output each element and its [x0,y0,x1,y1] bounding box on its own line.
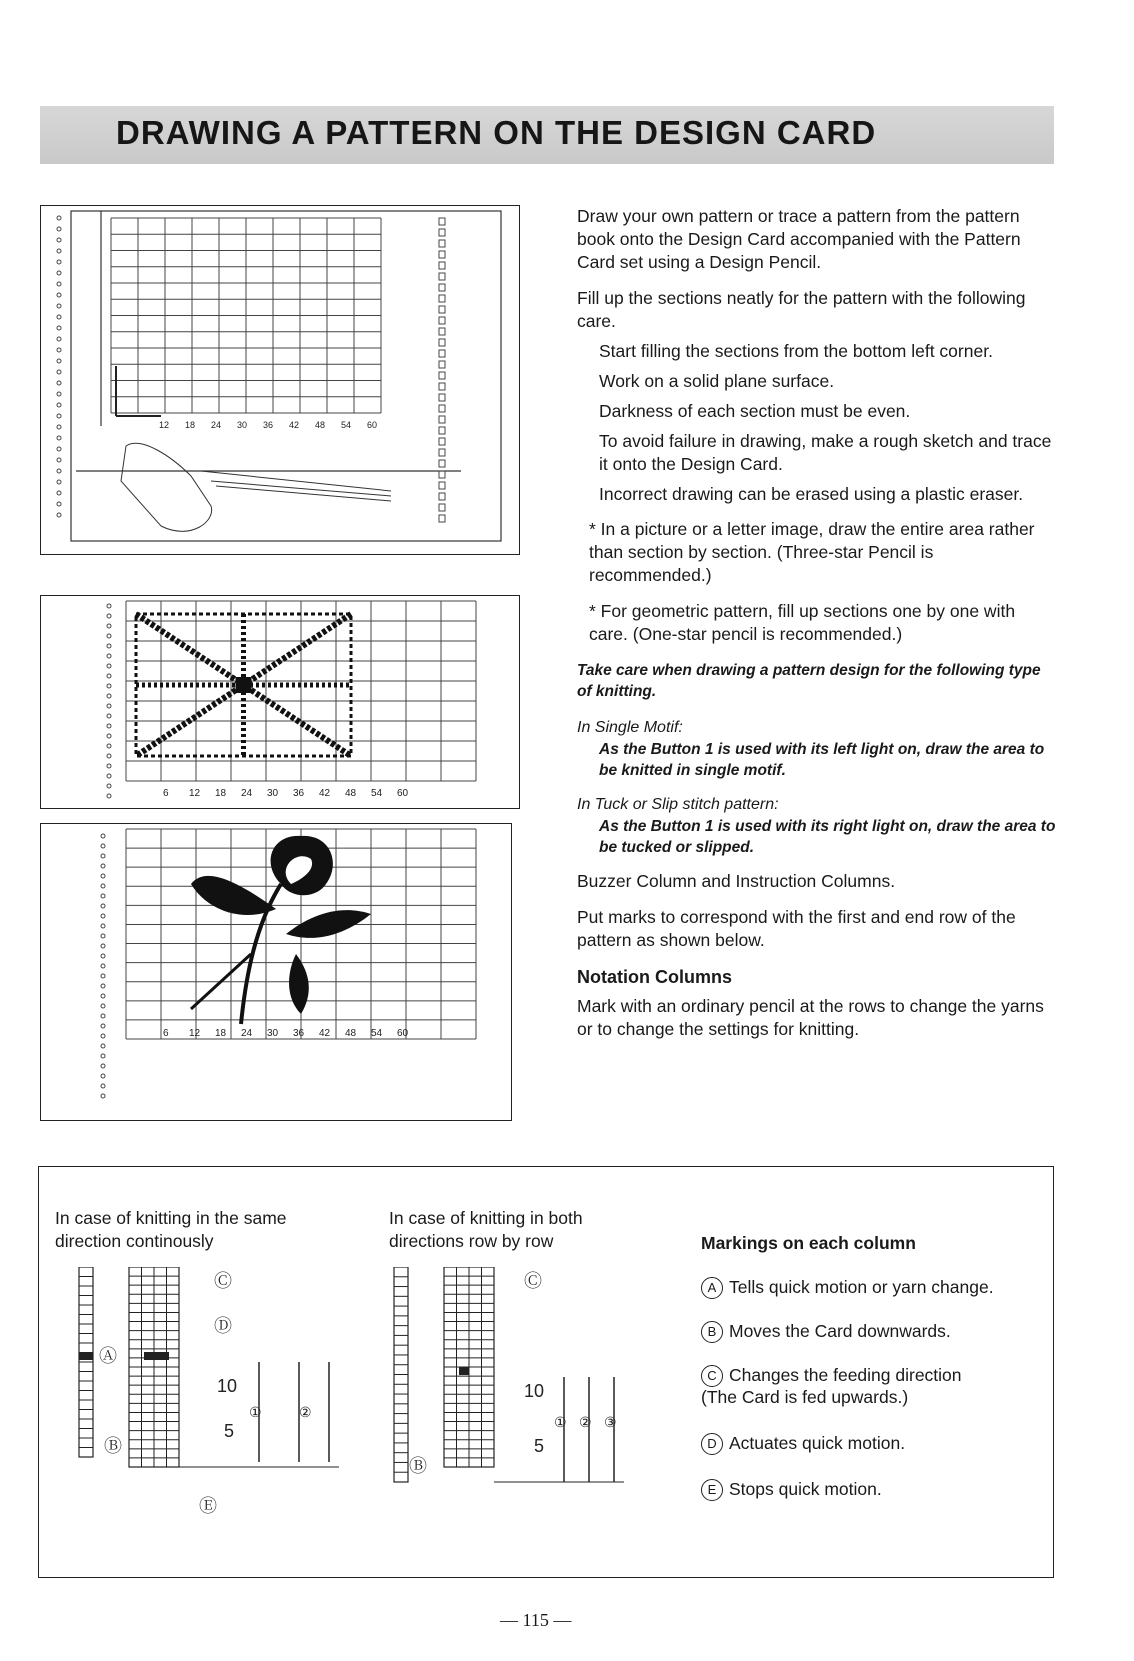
instruction-mark [439,471,445,478]
scale-number: 48 [345,788,357,799]
instruction-mark [439,295,445,302]
care-item: To avoid failure in drawing, make a rough sketch and trace it onto the Design Card. [599,431,1052,474]
sprocket-hole [107,734,111,738]
scale-number: 24 [241,1028,253,1039]
instruction-mark [439,504,445,511]
sprocket-hole [57,414,61,418]
sprocket-hole [57,403,61,407]
marking-text: Tells quick motion or yarn change. [729,1277,994,1297]
scale-number: 12 [189,1028,201,1039]
sprocket-hole [101,884,105,888]
sprocket-hole [101,894,105,898]
sprocket-hole [101,1014,105,1018]
sprocket-hole [57,447,61,451]
sprocket-hole [57,293,61,297]
sprocket-hole [57,469,61,473]
sprocket-hole [107,794,111,798]
label-five: 5 [224,1421,235,1441]
sprocket-hole [57,249,61,253]
sprocket-hole [57,326,61,330]
tuck-title: In Tuck or Slip stitch pattern: [577,796,779,813]
sprocket-hole [57,337,61,341]
label-a: Ⓐ [99,1346,117,1366]
marking-letter: A [701,1277,723,1299]
instruction-mark [439,372,445,379]
sprocket-hole [57,227,61,231]
marking-c [701,1365,1001,1408]
scale-number: 54 [341,420,352,430]
sprocket-hole [107,644,111,648]
care-item: Work on a solid plane surface. [599,371,835,391]
scale-number: 30 [267,788,279,799]
marking-letter: B [701,1321,723,1343]
markings-box [38,1166,1054,1578]
scale-number: 30 [267,1028,279,1039]
scale-number: 54 [371,788,383,799]
scale-number: 60 [397,1028,409,1039]
hand-drawing-illustration [41,206,519,554]
sprocket-hole [107,704,111,708]
sprocket-hole [57,381,61,385]
sprocket-hole [101,1084,105,1088]
rose-pattern-card [41,824,511,1120]
marking-letter: C [701,1365,723,1387]
instruction-mark [439,284,445,291]
buzzer-text: Buzzer Column and Instruction Columns. [577,871,896,891]
note: * For geometric pattern, fill up sections one by one with care. (One-star pencil is recommended.) [589,601,1016,644]
sprocket-hole [107,624,111,628]
sprocket-hole [57,271,61,275]
sprocket-hole [101,904,105,908]
instruction-mark [439,328,445,335]
sprocket-hole [57,458,61,462]
instruction-mark [439,317,445,324]
sprocket-hole [107,654,111,658]
instruction-mark [439,361,445,368]
sprocket-hole [101,914,105,918]
sprocket-hole [57,216,61,220]
sprocket-hole [57,238,61,242]
sprocket-hole [101,1064,105,1068]
sprocket-hole [107,664,111,668]
sprocket-hole [101,1094,105,1098]
scale-number: 42 [319,1028,331,1039]
instruction-mark [439,438,445,445]
scale-number: 12 [159,420,170,430]
sprocket-hole [101,934,105,938]
sprocket-hole [107,764,111,768]
fill-intro: Fill up the sections neatly for the pattern with the following care. [577,288,1026,331]
marking-text: Actuates quick motion. [729,1433,906,1453]
grid [111,218,381,413]
single-motif-title: In Single Motif: [577,719,683,736]
sprocket-hole [57,315,61,319]
sprocket-hole [107,784,111,788]
scale-number: 24 [211,420,222,430]
marking-text: Changes the feeding direction (The Card is fed upwards.) [701,1365,962,1408]
label-ten: 10 [217,1376,238,1396]
label-ten: 10 [524,1381,545,1401]
label-b: Ⓑ [409,1456,427,1476]
page-title: DRAWING A PATTERN ON THE DESIGN CARD [116,114,877,151]
instruction-mark [439,405,445,412]
scale-number: 6 [163,1028,169,1039]
geometric-pattern-card [41,596,519,808]
instruction-mark [439,218,445,225]
instruction-mark [439,339,445,346]
sprocket-hole [57,370,61,374]
figure-rose [40,823,512,1121]
sprocket-hole [57,359,61,363]
tuck-text: As the Button 1 is used with its right light on, draw the area to be tucked or slipped. [599,818,1056,856]
sprocket-hole [101,1034,105,1038]
markings-heading: Markings on each column [701,1233,916,1253]
scale-number: 18 [185,420,196,430]
instruction-mark [439,493,445,500]
instruction-mark [439,273,445,280]
notation-text: Mark with an ordinary pencil at the rows to change the yarns or to change the settings for knitting. [577,996,1044,1039]
marking-text: Stops quick motion. [729,1479,882,1499]
sprocket-hole [57,480,61,484]
sprocket-hole [107,754,111,758]
scale-number: 36 [263,420,274,430]
marking-b [701,1321,951,1343]
sprocket-hole [101,1044,105,1048]
sprocket-hole [107,614,111,618]
sprocket-hole [57,502,61,506]
marked-cell [144,1352,169,1360]
marking-text: Moves the Card downwards. [729,1321,951,1341]
sprocket-hole [57,513,61,517]
figure-geometric [40,595,520,809]
sprocket-hole [57,260,61,264]
sprocket-hole [57,282,61,286]
care-item: Start filling the sections from the bottom left corner. [599,341,993,361]
instruction-mark [439,350,445,357]
sprocket-hole [107,694,111,698]
instruction-mark [439,427,445,434]
marking-letter: E [701,1479,723,1501]
sprocket-hole [101,1024,105,1028]
scale-number: 18 [215,788,227,799]
instruction-mark [439,460,445,467]
instruction-mark [439,262,445,269]
scale-number: 54 [371,1028,383,1039]
column-markings-diagram [49,1267,689,1567]
instruction-mark [439,482,445,489]
marked-cell [459,1367,469,1375]
instruction-mark [439,229,445,236]
sprocket-hole [57,436,61,440]
sprocket-hole [101,864,105,868]
instruction-mark [439,416,445,423]
sprocket-hole [107,604,111,608]
figure-hand-drawing [40,205,520,555]
sprocket-hole [101,874,105,878]
sprocket-hole [101,964,105,968]
scale-number: 30 [237,420,248,430]
label-one: ① [554,1414,567,1430]
sprocket-hole [57,304,61,308]
put-marks-text: Put marks to correspond with the first and end row of the pattern as shown below. [577,907,1016,950]
sprocket-hole [101,1054,105,1058]
scale-number: 60 [397,788,409,799]
scale-number: 36 [293,1028,305,1039]
scale-number: 48 [315,420,326,430]
grid [126,601,476,781]
sprocket-hole [101,944,105,948]
instruction-mark [439,251,445,258]
label-two: ② [579,1414,592,1430]
instruction-mark [439,449,445,456]
label-d: Ⓓ [214,1316,232,1336]
sprocket-hole [57,348,61,352]
sprocket-hole [107,714,111,718]
label-c: Ⓒ [524,1271,542,1291]
scale-number: 6 [163,788,169,799]
label-e: Ⓔ [199,1496,217,1516]
label-one: ① [249,1404,262,1420]
marking-d [701,1433,905,1455]
scale-number: 42 [319,788,331,799]
instruction-mark [439,240,445,247]
care-item: Darkness of each section must be even. [599,401,911,421]
note: * In a picture or a letter image, draw the entire area rather than section by section. (Three-star Pencil is recommended.) [589,519,1035,585]
sprocket-hole [101,984,105,988]
scale-number: 60 [367,420,378,430]
sprocket-hole [107,634,111,638]
marked-cell [79,1352,93,1360]
take-care-note: Take care when drawing a pattern design for the following type of knitting. [577,662,1041,700]
sprocket-hole [101,924,105,928]
scale-number: 36 [293,788,305,799]
sprocket-hole [107,744,111,748]
notation-heading: Notation Columns [577,967,732,987]
sprocket-hole [57,392,61,396]
marking-e [701,1479,882,1501]
sprocket-hole [101,1004,105,1008]
sprocket-hole [101,994,105,998]
single-motif-text: As the Button 1 is used with its left light on, draw the area to be knitted in single motif. [599,741,1045,779]
scale-number: 18 [215,1028,227,1039]
label-five: 5 [534,1436,545,1456]
scale-number: 24 [241,788,253,799]
intro-paragraph: Draw your own pattern or trace a pattern from the pattern book onto the Design Card accompanied with the Pattern Card set using a Design Pencil. [577,206,1021,272]
marking-a [701,1277,994,1299]
instruction-mark [439,306,445,313]
pattern-center [236,677,252,693]
sprocket-hole [101,844,105,848]
scale-number: 42 [289,420,300,430]
title-banner [40,106,1054,164]
care-item: Incorrect drawing can be erased using a plastic eraser. [599,484,1024,504]
text-column [577,205,1057,1041]
page-number: — 115 — [500,1610,572,1630]
scale-number: 48 [345,1028,357,1039]
label-three: ③ [604,1414,617,1430]
scale-number: 12 [189,788,201,799]
label-b: Ⓑ [104,1436,122,1456]
marking-letter: D [701,1433,723,1455]
rose-leaf [191,876,276,915]
sprocket-hole [57,425,61,429]
instruction-mark [439,383,445,390]
sprocket-hole [57,491,61,495]
sprocket-hole [101,974,105,978]
sprocket-hole [107,674,111,678]
instruction-mark [439,394,445,401]
sprocket-hole [101,854,105,858]
sprocket-hole [107,684,111,688]
left-caption: In case of knitting in the same direction continously [55,1208,287,1251]
label-two: ② [299,1404,312,1420]
sprocket-hole [107,724,111,728]
label-c: Ⓒ [214,1271,232,1291]
sprocket-hole [101,954,105,958]
instruction-mark [439,515,445,522]
mid-caption: In case of knitting in both directions row by row [389,1208,583,1251]
sprocket-hole [101,834,105,838]
sprocket-hole [101,1074,105,1078]
sprocket-hole [107,774,111,778]
